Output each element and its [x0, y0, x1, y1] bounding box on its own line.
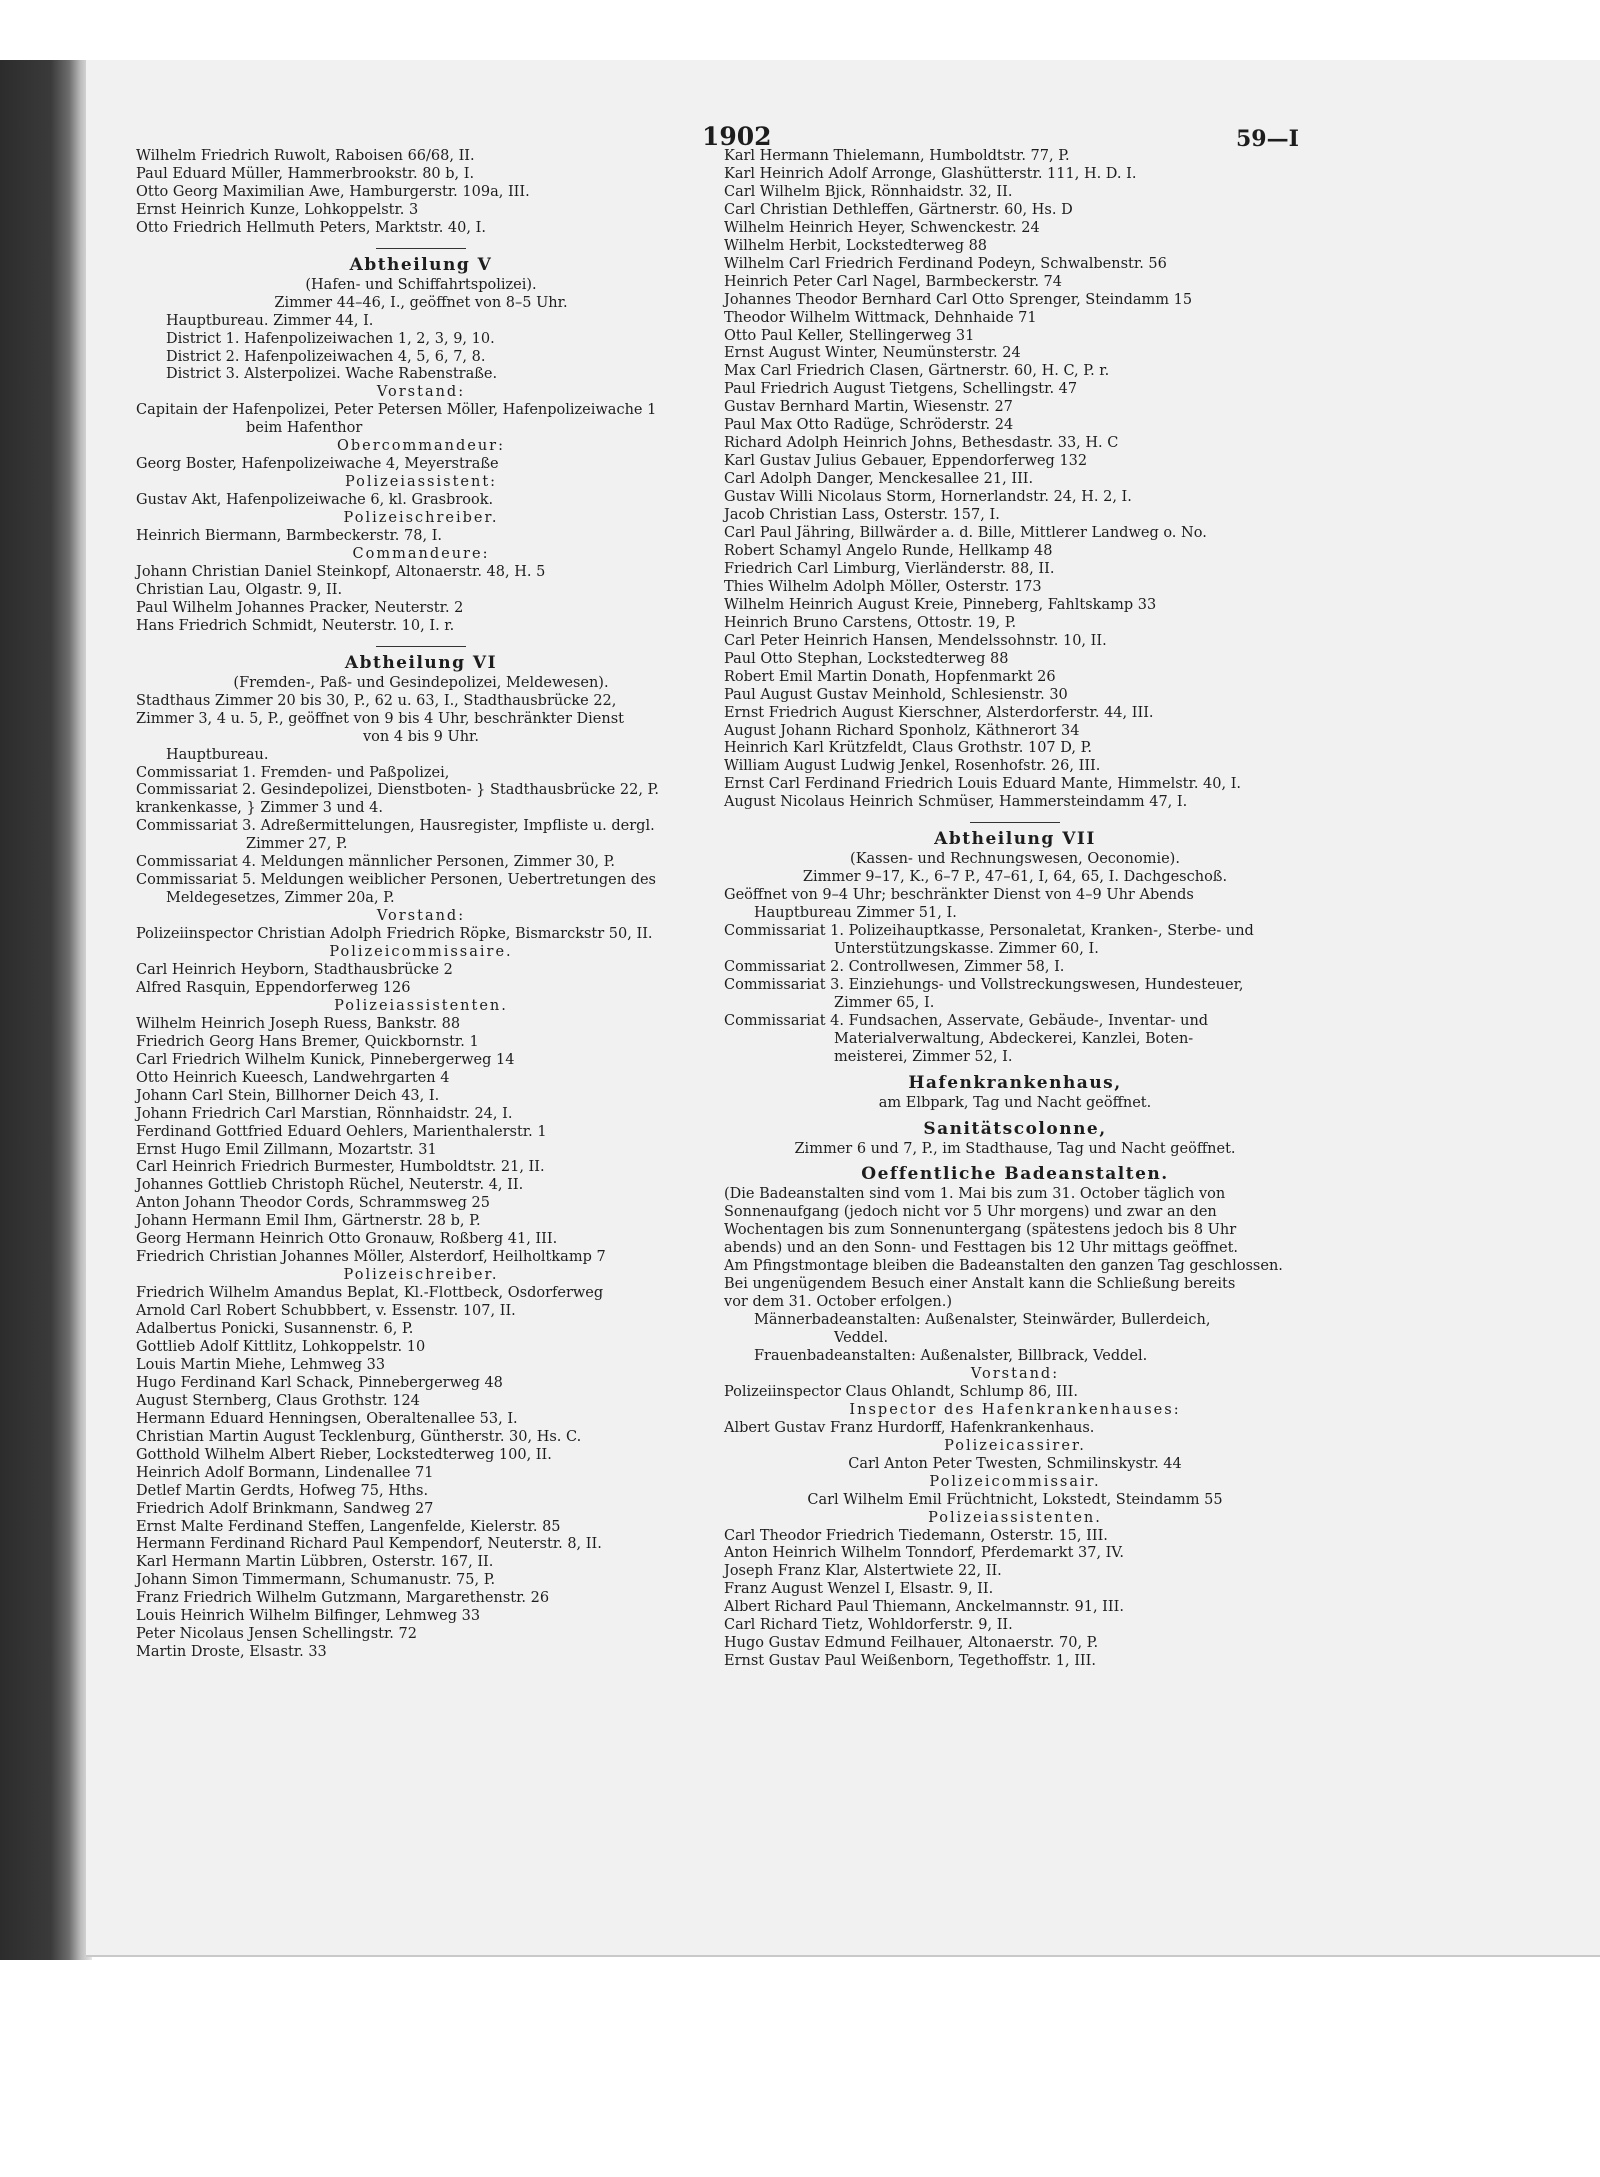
- entry-line: Wilhelm Heinrich Heyer, Schwenckestr. 24: [724, 219, 1040, 236]
- section-heading: Oeffentliche Badeanstalten.: [861, 1164, 1169, 1185]
- entry-line: Wilhelm Heinrich August Kreie, Pinneberg, Fahltskamp 33: [724, 596, 1157, 613]
- entry-line: (Hafen- und Schiffahrtspolizei).: [305, 276, 537, 293]
- section-heading: Abtheilung V: [349, 254, 493, 275]
- entry-line: Louis Heinrich Wilhelm Bilfinger, Lehmweg 33: [136, 1608, 481, 1625]
- entry-line: Zimmer 27, P.: [246, 836, 348, 853]
- entry-line: Richard Adolph Heinrich Johns, Bethesdastr. 33, H. C: [724, 435, 1119, 452]
- entry-line: Georg Boster, Hafenpolizeiwache 4, Meyerstraße: [136, 456, 499, 473]
- entry-line: Theodor Wilhelm Wittmack, Dehnhaide 71: [724, 309, 1037, 326]
- subsection-heading: Commandeure:: [352, 546, 490, 563]
- entry-line: Christian Martin August Tecklenburg, Güntherstr. 30, Hs. C.: [136, 1428, 582, 1445]
- entry-line: Hauptbureau Zimmer 51, I.: [754, 905, 957, 922]
- entry-line: Carl Theodor Friedrich Tiedemann, Osterstr. 15, III.: [724, 1527, 1108, 1544]
- entry-line: Joseph Franz Klar, Alstertwiete 22, II.: [724, 1563, 1002, 1580]
- entry-line: Johannes Theodor Bernhard Carl Otto Sprenger, Steindamm 15: [724, 291, 1193, 308]
- section-heading: Sanitätscolonne,: [923, 1118, 1107, 1139]
- entry-line: Friedrich Georg Hans Bremer, Quickbornstr. 1: [136, 1033, 479, 1050]
- entry-line: Heinrich Karl Krützfeldt, Claus Grothstr. 107 D, P.: [724, 740, 1093, 757]
- entry-line: Commissariat 1. Polizeihauptkasse, Personaletat, Kranken-, Sterbe- und: [724, 923, 1254, 940]
- entry-line: Geöffnet von 9–4 Uhr; beschränkter Dienst von 4–9 Uhr Abends: [724, 887, 1194, 904]
- entry-line: Carl Richard Tietz, Wohldorferstr. 9, II.: [724, 1617, 1013, 1634]
- entry-line: Louis Martin Miehe, Lehmweg 33: [136, 1356, 386, 1373]
- entry-line: Gottlieb Adolf Kittlitz, Lohkoppelstr. 10: [136, 1339, 426, 1355]
- entry-line: Friedrich Wilhelm Amandus Beplat, Kl.-Flottbeck, Osdorferweg: [136, 1285, 604, 1302]
- right-column: [724, 148, 1306, 1671]
- entry-line: Wilhelm Heinrich Joseph Ruess, Bankstr. 88: [136, 1015, 461, 1032]
- entry-line: Johann Simon Timmermann, Schumanustr. 75, P.: [136, 1572, 496, 1589]
- entry-line: (Die Badeanstalten sind vom 1. Mai bis zum 31. October täglich von: [724, 1186, 1226, 1203]
- entry-line: Gustav Bernhard Martin, Wiesenstr. 27: [724, 399, 1013, 416]
- entry-line: Robert Schamyl Angelo Runde, Hellkamp 48: [724, 542, 1053, 559]
- entry-line: Ernst Hugo Emil Zillmann, Mozartstr. 31: [136, 1141, 437, 1158]
- entry-line: Ernst Heinrich Kunze, Lohkoppelstr. 3: [136, 201, 419, 218]
- left-column: [136, 148, 706, 1662]
- entry-line: Hans Friedrich Schmidt, Neuterstr. 10, I. r.: [136, 617, 455, 634]
- entry-line: Anton Heinrich Wilhelm Tonndorf, Pferdemarkt 37, IV.: [724, 1545, 1124, 1562]
- entry-line: Paul Otto Stephan, Lockstedterweg 88: [724, 650, 1009, 667]
- entry-line: Männerbadeanstalten: Außenalster, Steinwärder, Bullerdeich,: [754, 1312, 1211, 1329]
- entry-line: Heinrich Bruno Carstens, Ottostr. 19, P.: [724, 614, 1017, 631]
- entry-line: Hauptbureau. Zimmer 44, I.: [166, 312, 374, 329]
- entry-line: Commissariat 5. Meldungen weiblicher Personen, Uebertretungen des: [136, 872, 657, 889]
- entry-line: Commissariat 3. Adreßermittelungen, Hausregister, Impfliste u. dergl.: [136, 818, 655, 835]
- subsection-heading: Polizeischreiber.: [343, 1267, 499, 1284]
- entry-line: Ernst Carl Ferdinand Friedrich Louis Eduard Mante, Himmelstr. 40, I.: [724, 776, 1242, 793]
- entry-line: Carl Heinrich Heyborn, Stadthausbrücke 2: [136, 961, 453, 978]
- entry-line: Unterstützungskasse. Zimmer 60, I.: [834, 940, 1099, 957]
- subsection-heading: Polizeicassirer.: [944, 1437, 1086, 1454]
- entry-line: Wilhelm Carl Friedrich Ferdinand Podeyn, Schwalbenstr. 56: [724, 255, 1167, 272]
- entry-line: Paul Wilhelm Johannes Pracker, Neuterstr. 2: [136, 599, 464, 616]
- entry-line: Stadthaus Zimmer 20 bis 30, P., 62 u. 63, I., Stadthausbrücke 22,: [136, 692, 617, 709]
- entry-line: Hauptbureau.: [166, 746, 269, 763]
- entry-line: Zimmer 6 und 7, P., im Stadthause, Tag und Nacht geöffnet.: [794, 1140, 1236, 1157]
- entry-line: Wilhelm Friedrich Ruwolt, Raboisen 66/68, II.: [136, 148, 475, 164]
- entry-line: Franz Friedrich Wilhelm Gutzmann, Margarethenstr. 26: [136, 1590, 550, 1607]
- entry-line: Detlef Martin Gerdts, Hofweg 75, Hths.: [136, 1482, 429, 1499]
- entry-line: Carl Paul Jähring, Billwärder a. d. Bille, Mittlerer Landweg o. No.: [724, 525, 1207, 542]
- entry-line: Adalbertus Ponicki, Susannenstr. 6, P.: [136, 1321, 414, 1338]
- entry-line: Commissariat 2. Controllwesen, Zimmer 58, I.: [724, 958, 1065, 975]
- entry-line: August Nicolaus Heinrich Schmüser, Hammersteindamm 47, I.: [724, 794, 1188, 811]
- entry-line: am Elbpark, Tag und Nacht geöffnet.: [878, 1094, 1152, 1111]
- entry-line: District 1. Hafenpolizeiwachen 1, 2, 3, 9, 10.: [166, 330, 495, 347]
- entry-line: William August Ludwig Jenkel, Rosenhofstr. 26, III.: [724, 758, 1101, 775]
- scan-binding-edge: [0, 60, 92, 1960]
- entry-line: August Sternberg, Claus Grothstr. 124: [136, 1392, 420, 1409]
- entry-line: District 3. Alsterpolizei. Wache Rabenstraße.: [166, 366, 498, 383]
- entry-line: Karl Heinrich Adolf Arronge, Glashütterstr. 111, H. D. I.: [724, 165, 1137, 182]
- entry-line: Albert Gustav Franz Hurdorff, Hafenkrankenhaus.: [724, 1419, 1095, 1436]
- section-divider: [376, 646, 466, 647]
- entry-line: Hermann Eduard Henningsen, Oberaltenallee 53, I.: [136, 1410, 518, 1427]
- entry-line: Carl Adolph Danger, Menckesallee 21, III.: [724, 471, 1034, 488]
- entry-line: Bei ungenügendem Besuch einer Anstalt kann die Schließung bereits: [724, 1276, 1236, 1293]
- entry-line: Gustav Willi Nicolaus Storm, Hornerlandstr. 24, H. 2, I.: [724, 489, 1132, 506]
- entry-line: Friedrich Christian Johannes Möller, Alsterdorf, Heilholtkamp 7: [136, 1249, 606, 1266]
- entry-line: (Fremden-, Paß- und Gesindepolizei, Meldewesen).: [233, 674, 609, 691]
- entry-line: (Kassen- und Rechnungswesen, Oeconomie).: [850, 851, 1180, 868]
- entry-line: Ernst August Winter, Neumünsterstr. 24: [724, 345, 1021, 362]
- entry-line: Ernst Friedrich August Kierschner, Alsterdorferstr. 44, III.: [724, 704, 1154, 721]
- entry-line: Wilhelm Herbit, Lockstedterweg 88: [724, 237, 988, 254]
- entry-line: Commissariat 4. Meldungen männlicher Personen, Zimmer 30, P.: [136, 854, 616, 871]
- entry-line: Commissariat 2. Gesindepolizei, Dienstboten- } Stadthausbrücke 22, P.: [136, 782, 659, 799]
- section-divider: [376, 248, 466, 249]
- entry-line: meisterei, Zimmer 52, I.: [834, 1048, 1013, 1065]
- entry-line: Sonnenaufgang (jedoch nicht vor 5 Uhr morgens) und zwar an den: [724, 1204, 1217, 1221]
- entry-line: Karl Hermann Thielemann, Humboldtstr. 77, P.: [724, 148, 1070, 164]
- entry-line: Karl Hermann Martin Lübbren, Osterstr. 167, II.: [136, 1554, 494, 1571]
- subsection-heading: Vorstand:: [376, 908, 466, 925]
- page-number: 59—I: [1236, 126, 1299, 152]
- entry-line: Hermann Ferdinand Richard Paul Kempendorf, Neuterstr. 8, II.: [136, 1536, 602, 1553]
- subsection-heading: Obercommandeur:: [336, 438, 506, 455]
- entry-line: Gotthold Wilhelm Albert Rieber, Lockstedterweg 100, II.: [136, 1446, 552, 1463]
- section-divider: [970, 822, 1060, 823]
- entry-line: Martin Droste, Elsastr. 33: [136, 1644, 327, 1661]
- subsection-heading: Inspector des Hafenkrankenhauses:: [849, 1401, 1181, 1418]
- entry-line: abends) und an den Sonn- und Festtagen bis 12 Uhr mittags geöffnet.: [724, 1240, 1239, 1257]
- entry-line: Anton Johann Theodor Cords, Schrammsweg 25: [136, 1195, 490, 1212]
- entry-line: Zimmer 44–46, I., geöffnet von 8–5 Uhr.: [274, 294, 568, 311]
- section-heading: Abtheilung VII: [934, 829, 1096, 850]
- entry-line: Otto Heinrich Kueesch, Landwehrgarten 4: [136, 1069, 450, 1086]
- entry-line: Gustav Akt, Hafenpolizeiwache 6, kl. Grasbrook.: [136, 492, 494, 509]
- entry-line: Commissariat 1. Fremden- und Paßpolizei,: [136, 764, 450, 781]
- entry-line: Johann Carl Stein, Billhorner Deich 43, I.: [136, 1087, 440, 1104]
- entry-line: Carl Anton Peter Twesten, Schmilinskystr. 44: [848, 1455, 1182, 1472]
- entry-line: Polizeiinspector Claus Ohlandt, Schlump 86, III.: [724, 1383, 1078, 1400]
- entry-line: Zimmer 3, 4 u. 5, P., geöffnet von 9 bis 4 Uhr, beschränkter Dienst: [136, 710, 624, 727]
- page-year: 1902: [702, 122, 772, 151]
- entry-line: Am Pfingstmontage bleiben die Badeanstalten den ganzen Tag geschlossen.: [724, 1258, 1283, 1275]
- subsection-heading: Vorstand:: [970, 1365, 1060, 1382]
- entry-line: Carl Christian Dethleffen, Gärtnerstr. 60, Hs. D: [724, 201, 1073, 218]
- entry-line: Capitain der Hafenpolizei, Peter Petersen Möller, Hafenpolizeiwache 1: [136, 402, 657, 419]
- entry-line: Paul August Gustav Meinhold, Schlesienstr. 30: [724, 686, 1068, 703]
- entry-line: Thies Wilhelm Adolph Möller, Osterstr. 173: [724, 578, 1042, 595]
- subsection-heading: Polizeiassistent:: [344, 474, 498, 491]
- entry-line: Otto Paul Keller, Stellingerweg 31: [724, 327, 975, 344]
- entry-line: District 2. Hafenpolizeiwachen 4, 5, 6, 7, 8.: [166, 348, 486, 365]
- entry-line: Friedrich Carl Limburg, Vierländerstr. 88, II.: [724, 560, 1055, 577]
- subsection-heading: Polizeiassistenten.: [928, 1509, 1102, 1526]
- entry-line: Veddel.: [834, 1330, 889, 1347]
- subsection-heading: Vorstand:: [376, 384, 466, 401]
- entry-line: Frauenbadeanstalten: Außenalster, Billbrack, Veddel.: [754, 1348, 1148, 1364]
- entry-line: Heinrich Biermann, Barmbeckerstr. 78, I.: [136, 528, 443, 545]
- subsection-heading: Polizeicommissaire.: [329, 944, 513, 961]
- entry-line: Carl Heinrich Friedrich Burmester, Humboldtstr. 21, II.: [136, 1159, 545, 1176]
- entry-line: Materialverwaltung, Abdeckerei, Kanzlei, Boten-: [834, 1030, 1194, 1047]
- entry-line: Georg Hermann Heinrich Otto Gronauw, Roßberg 41, III.: [136, 1231, 558, 1248]
- entry-line: Alfred Rasquin, Eppendorferweg 126: [136, 979, 411, 996]
- entry-line: Jacob Christian Lass, Osterstr. 157, I.: [724, 507, 1000, 524]
- entry-line: Paul Friedrich August Tietgens, Schellingstr. 47: [724, 381, 1078, 398]
- entry-line: Arnold Carl Robert Schubbbert, v. Essenstr. 107, II.: [136, 1303, 516, 1320]
- subsection-heading: Polizeiassistenten.: [334, 997, 508, 1014]
- entry-line: Peter Nicolaus Jensen Schellingstr. 72: [136, 1626, 417, 1643]
- entry-line: Johann Christian Daniel Steinkopf, Altonaerstr. 48, H. 5: [136, 563, 546, 580]
- entry-line: Zimmer 65, I.: [834, 994, 935, 1011]
- entry-line: Friedrich Adolf Brinkmann, Sandweg 27: [136, 1500, 434, 1517]
- entry-line: Heinrich Adolf Bormann, Lindenallee 71: [136, 1464, 434, 1481]
- section-heading: Hafenkrankenhaus,: [908, 1072, 1122, 1093]
- entry-line: August Johann Richard Sponholz, Käthnerort 34: [724, 722, 1080, 739]
- entry-line: Carl Friedrich Wilhelm Kunick, Pinnebergerweg 14: [136, 1051, 515, 1068]
- entry-line: Johann Friedrich Carl Marstian, Rönnhaidstr. 24, I.: [136, 1105, 513, 1122]
- entry-line: Christian Lau, Olgastr. 9, II.: [136, 581, 343, 598]
- entry-line: Ferdinand Gottfried Eduard Oehlers, Marienthalerstr. 1: [136, 1123, 547, 1140]
- entry-line: Paul Max Otto Radüge, Schröderstr. 24: [724, 417, 1014, 434]
- entry-line: krankenkasse, } Zimmer 3 und 4.: [136, 800, 383, 817]
- entry-line: Albert Richard Paul Thiemann, Anckelmannstr. 91, III.: [724, 1599, 1124, 1616]
- entry-line: Carl Peter Heinrich Hansen, Mendelssohnstr. 10, II.: [724, 632, 1107, 649]
- entry-line: Hugo Gustav Edmund Feilhauer, Altonaerstr. 70, P.: [724, 1635, 1099, 1652]
- entry-line: Robert Emil Martin Donath, Hopfenmarkt 26: [724, 668, 1056, 685]
- entry-line: Zimmer 9–17, K., 6–7 P., 47–61, I, 64, 65, I. Dachgeschoß.: [802, 869, 1228, 886]
- entry-line: Commissariat 3. Einziehungs- und Vollstreckungswesen, Hundesteuer,: [724, 976, 1244, 993]
- entry-line: Otto Friedrich Hellmuth Peters, Marktstr. 40, I.: [136, 219, 486, 236]
- entry-line: Max Carl Friedrich Clasen, Gärtnerstr. 60, H. C, P. r.: [724, 363, 1110, 380]
- subsection-heading: Polizeischreiber.: [343, 510, 499, 527]
- entry-line: Wochentagen bis zum Sonnenuntergang (spätestens jedoch bis 8 Uhr: [724, 1222, 1237, 1239]
- entry-line: Otto Georg Maximilian Awe, Hamburgerstr. 109a, III.: [136, 183, 530, 200]
- entry-line: Johannes Gottlieb Christoph Rüchel, Neuterstr. 4, II.: [136, 1177, 524, 1194]
- entry-line: Karl Gustav Julius Gebauer, Eppendorferweg 132: [724, 453, 1088, 470]
- entry-line: Heinrich Peter Carl Nagel, Barmbeckerstr. 74: [724, 273, 1062, 290]
- entry-line: Carl Wilhelm Bjick, Rönnhaidstr. 32, II.: [724, 183, 1013, 200]
- entry-line: Carl Wilhelm Emil Früchtnicht, Lokstedt, Steindamm 55: [807, 1491, 1223, 1508]
- entry-line: Commissariat 4. Fundsachen, Asservate, Gebäude-, Inventar- und: [724, 1012, 1209, 1029]
- entry-line: Ernst Malte Ferdinand Steffen, Langenfelde, Kielerstr. 85: [136, 1518, 561, 1535]
- entry-line: Meldegesetzes, Zimmer 20a, P.: [166, 890, 395, 907]
- entry-line: Ernst Gustav Paul Weißenborn, Tegethoffstr. 1, III.: [724, 1653, 1096, 1670]
- subsection-heading: Polizeicommissair.: [929, 1473, 1101, 1490]
- entry-line: beim Hafenthor: [246, 420, 363, 437]
- entry-line: Franz August Wenzel I, Elsastr. 9, II.: [724, 1581, 994, 1598]
- entry-line: Johann Hermann Emil Ihm, Gärtnerstr. 28 b, P.: [136, 1213, 481, 1230]
- entry-line: Paul Eduard Müller, Hammerbrookstr. 80 b, I.: [136, 165, 475, 182]
- entry-line: von 4 bis 9 Uhr.: [362, 728, 479, 745]
- entry-line: vor dem 31. October erfolgen.): [724, 1294, 953, 1311]
- section-heading: Abtheilung VI: [344, 652, 498, 673]
- entry-line: Polizeiinspector Christian Adolph Friedrich Röpke, Bismarckstr 50, II.: [136, 926, 653, 943]
- entry-line: Hugo Ferdinand Karl Schack, Pinnebergerweg 48: [136, 1374, 503, 1391]
